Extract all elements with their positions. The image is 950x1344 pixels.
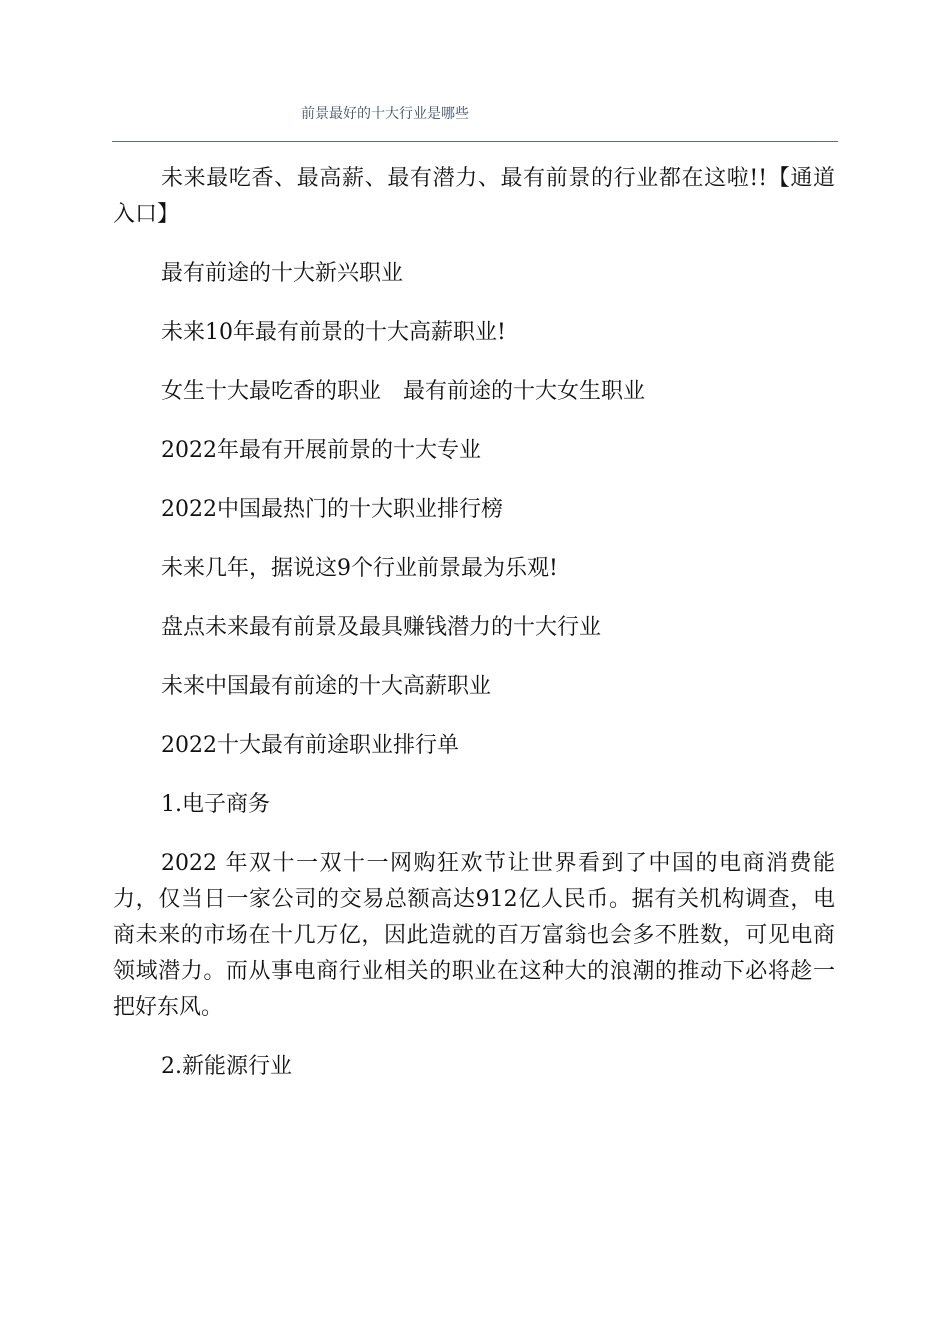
paragraph-ecommerce-body: 2022 年双十一双十一网购狂欢节让世界看到了中国的电商消费能力，仅当日一家公司的交易总额高达912亿人民币。据有关机构调查，电商未来的市场在十几万亿，因此造就的百万富翁也会多不胜数，可见电商领域潜力。而从事电商行业相关的职业在这种大的浪潮的推动下必将趁一把好东风。 <box>113 851 835 1020</box>
paragraph-item: 女生十大最吃香的职业 最有前途的十大女生职业 <box>161 379 646 404</box>
paragraph-item: 未来中国最有前途的十大高薪职业 <box>161 674 492 699</box>
paragraph-intro: 未来最吃香、最高薪、最有潜力、最有前景的行业都在这啦!!【通道入口】 <box>113 166 835 227</box>
header-title: 前景最好的十大行业是哪些 <box>301 106 469 122</box>
header-divider <box>112 141 838 142</box>
paragraph-item: 最有前途的十大新兴职业 <box>161 261 404 286</box>
paragraph-item: 盘点未来最有前景及最具赚钱潜力的十大行业 <box>161 615 602 640</box>
paragraph-item: 2022年最有开展前景的十大专业 <box>161 438 481 463</box>
section-heading-new-energy: 2.新能源行业 <box>161 1054 292 1079</box>
section-heading-ecommerce: 1.电子商务 <box>161 792 270 817</box>
paragraph-item: 未来10年最有前景的十大高薪职业! <box>161 320 506 345</box>
paragraph-item: 未来几年，据说这9个行业前景最为乐观! <box>161 556 558 581</box>
document-body <box>113 161 835 1108</box>
paragraph-item: 2022十大最有前途职业排行单 <box>161 733 459 758</box>
paragraph-item: 2022中国最热门的十大职业排行榜 <box>161 497 503 522</box>
